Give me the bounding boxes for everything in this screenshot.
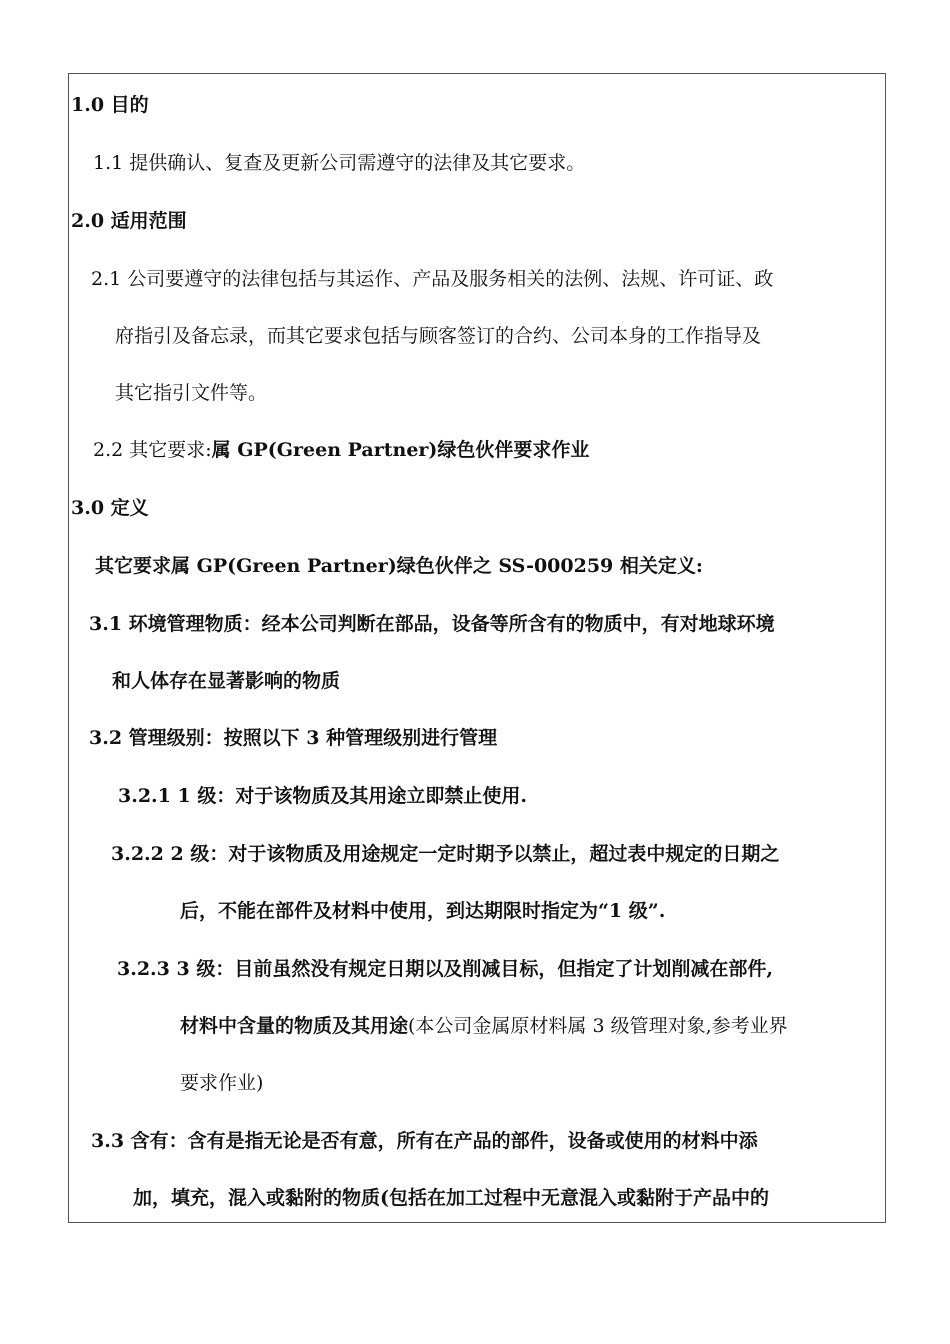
section-3-2-3-line2-bold: 材料中含量的物质及其用途 xyxy=(180,1015,409,1037)
section-3-heading: 3.0 定义 xyxy=(71,497,149,519)
section-3-2-1-text: 3.2.1 1 级：对于该物质及其用途立即禁止使用. xyxy=(118,785,527,807)
section-3-2-text: 3.2 管理级别：按照以下 3 种管理级别进行管理 xyxy=(89,727,498,749)
section-1-heading: 1.0 目的 xyxy=(71,94,149,116)
section-3-2-3-line2 xyxy=(180,1014,788,1038)
section-3-3-line2: 加，填充，混入或黏附的物质(包括在加工过程中无意混入或黏附于产品中的 xyxy=(133,1187,769,1209)
section-2-2-prefix: 2.2 其它要求: xyxy=(93,439,212,461)
document-frame xyxy=(68,73,886,1223)
section-3-2-2-line1: 3.2.2 2 级：对于该物质及用途规定一定时期予以禁止，超过表中规定的日期之 xyxy=(111,843,780,865)
section-2-1-line2: 府指引及备忘录，而其它要求包括与顾客签订的合约、公司本身的工作指导及 xyxy=(115,325,762,347)
section-2-1-line3: 其它指引文件等。 xyxy=(115,382,268,404)
section-3-3-line1: 3.3 含有：含有是指无论是否有意，所有在产品的部件，设备或使用的材料中添 xyxy=(91,1130,758,1152)
section-3-intro: 其它要求属 GP(Green Partner)绿色伙伴之 SS-000259 相关定义: xyxy=(95,555,703,577)
section-1-1-text: 1.1 提供确认、复查及更新公司需遵守的法律及其它要求。 xyxy=(93,152,586,174)
section-2-1-line1: 2.1 公司要遵守的法律包括与其运作、产品及服务相关的法例、法规、许可证、政 xyxy=(91,268,774,290)
section-2-2-text xyxy=(93,438,589,462)
section-3-2-3-line3: 要求作业) xyxy=(180,1072,264,1094)
section-2-2-bold: 属 GP(Green Partner)绿色伙伴要求作业 xyxy=(211,439,590,461)
section-3-1-line1: 3.1 环境管理物质：经本公司判断在部品，设备等所含有的物质中，有对地球环境 xyxy=(89,613,775,635)
section-3-2-3-line1: 3.2.3 3 级：目前虽然没有规定日期以及削减目标，但指定了计划削减在部件, xyxy=(117,958,773,980)
section-3-2-3-line2-normal: (本公司金属原材料属 3 级管理对象,参考业界 xyxy=(408,1015,788,1037)
section-3-1-line2: 和人体存在显著影响的物质 xyxy=(112,670,341,692)
section-3-2-2-line2: 后，不能在部件及材料中使用，到达期限时指定为“1 级”. xyxy=(180,900,666,922)
section-2-heading: 2.0 适用范围 xyxy=(71,210,187,232)
